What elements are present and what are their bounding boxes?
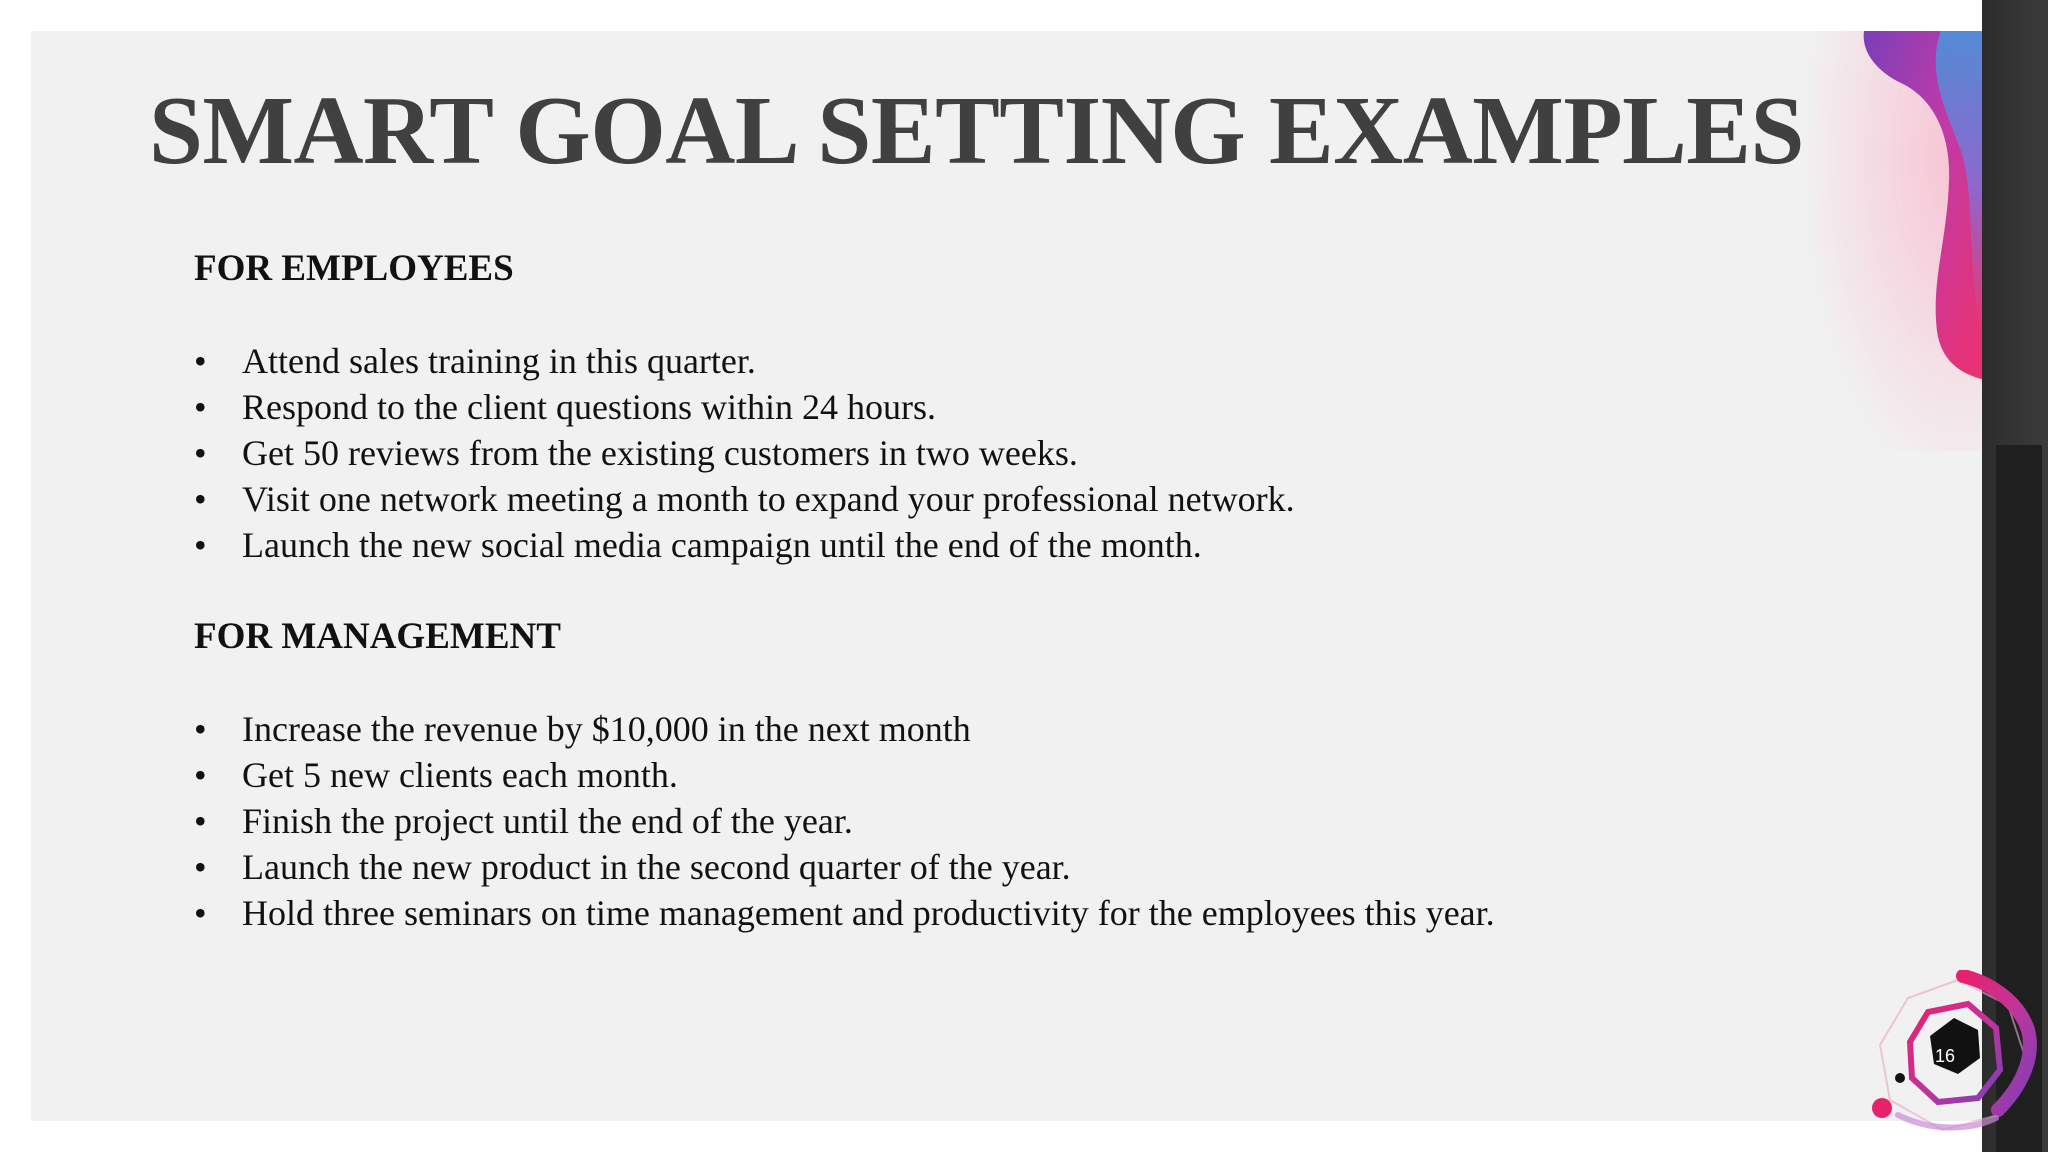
slide-title: SMART GOAL SETTING EXAMPLES <box>149 77 1804 184</box>
list-item-text: Increase the revenue by $10,000 in the next month <box>242 709 971 749</box>
spacer <box>194 292 1754 338</box>
gradient-wave-decoration-icon <box>1791 31 1983 451</box>
section-heading-management: FOR MANAGEMENT <box>194 616 561 657</box>
spacer <box>194 568 1754 614</box>
list-item-text: Hold three seminars on time management and productivity for the employees this year. <box>242 893 1495 933</box>
list-item-text: Get 5 new clients each month. <box>242 755 678 795</box>
bullet-icon: • <box>194 479 207 519</box>
list-item-text: Visit one network meeting a month to expand your professional network. <box>242 479 1295 519</box>
list-item-text: Launch the new social media campaign until the end of the month. <box>242 525 1202 565</box>
list-item <box>194 476 1754 522</box>
list-item <box>194 844 1754 890</box>
section-heading-employees: FOR EMPLOYEES <box>194 248 514 289</box>
list-item-text: Attend sales training in this quarter. <box>242 341 756 381</box>
list-item <box>194 384 1754 430</box>
list-item <box>194 522 1754 568</box>
management-bullet-list <box>194 706 1754 936</box>
slide-content <box>194 246 1754 936</box>
page-number: 16 <box>1934 1046 1956 1066</box>
list-item <box>194 430 1754 476</box>
bullet-icon: • <box>194 709 207 749</box>
list-item-text: Respond to the client questions within 24 hours. <box>242 387 936 427</box>
list-item-text: Finish the project until the end of the year. <box>242 801 853 841</box>
spacer <box>194 660 1754 706</box>
bullet-icon: • <box>194 525 207 565</box>
bullet-icon: • <box>194 433 207 473</box>
list-item-text: Launch the new product in the second quarter of the year. <box>242 847 1071 887</box>
bullet-icon: • <box>194 755 207 795</box>
bullet-icon: • <box>194 341 207 381</box>
employees-bullet-list <box>194 338 1754 568</box>
bullet-icon: • <box>194 847 207 887</box>
list-item-text: Get 50 reviews from the existing customers in two weeks. <box>242 433 1078 473</box>
list-item <box>194 798 1754 844</box>
bullet-icon: • <box>194 387 207 427</box>
bullet-icon: • <box>194 801 207 841</box>
bullet-icon: • <box>194 893 207 933</box>
list-item <box>194 706 1754 752</box>
list-item <box>194 338 1754 384</box>
list-item <box>194 890 1754 936</box>
slide <box>31 31 1983 1121</box>
list-item <box>194 752 1754 798</box>
